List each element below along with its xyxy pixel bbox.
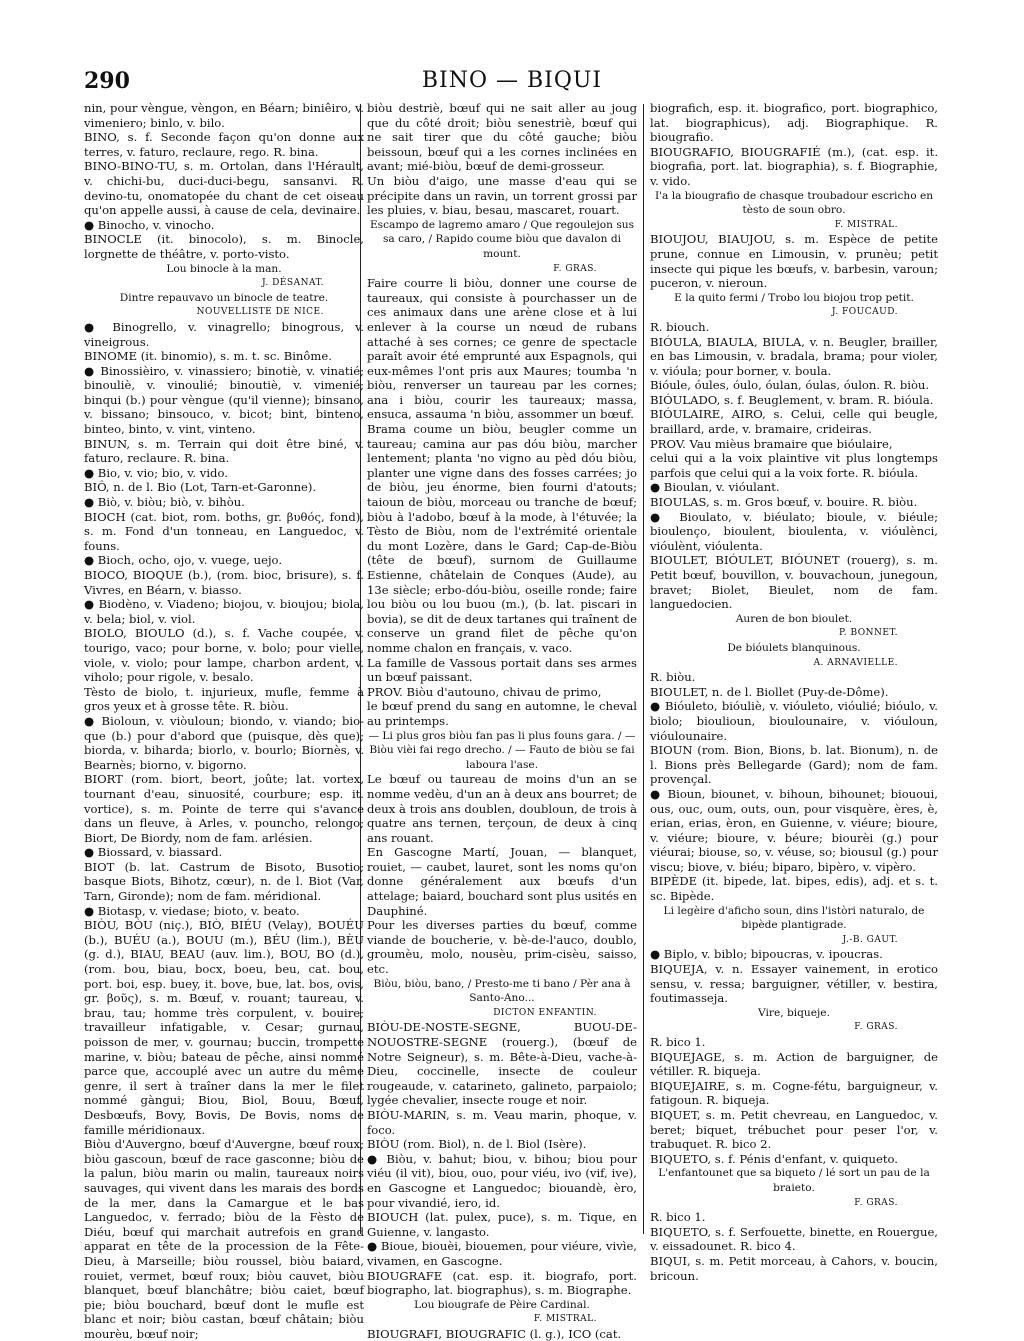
dictionary-entry: BIOUCH (lat. pulex, puce), s. m. Tique, en Guienne, v. langasto. [367, 1210, 637, 1239]
dictionary-entry: ● Binossièiro, v. vinassiero; binotiè, v. vinatié; binouliè, v. vinoulié; binoutiè, v. vimenié; binqui (b.) pour vèngue (qu'il vienne); binsano, v. bissano; binsouco, v. bicot; bint, binteno, binteo, binto, v. vint, vinteno. [84, 363, 364, 437]
dictionary-entry: ● Biodèno, v. Viadeno; biojou, v. bioujou; biola, v. bela; biol, v. viol. [84, 597, 364, 626]
dictionary-entry: ● Bióuleto, bióuliè, v. vióuleto, vióulié; bióulo, v. biolo; bioulioun, bioulounaire, v. vióuloun, vióulounaire. [650, 699, 938, 743]
dictionary-entry: Biòu d'Auvergno, bœuf d'Auvergne, bœuf roux; biòu gascoun, bœuf de race gasconne; biòu de la palun, biòu marin ou malin, taureaux noirs sauvages, qui vivent dans les marais des bords de la mer, dans la Camargue et le bas Languedoc, v. ferrado; biòu de la Fèsto de Diéu, bœuf qui marchait autrefois en grand apparat en tête de la procession de la Fête-Dieu, à Marseille; biòu roussel, biòu baiard, rouiet, vermet, bœuf roux; biòu cauvet, biòu blanquet, bœuf blanchâtre; biòu caiet, bœuf pie; biòu bouchard, bœuf dont le mufle est blanc et noir; biòu castan, bœuf châtain; biòu mourèu, bœuf noir; [84, 1137, 364, 1341]
citation: Lou biougrafe de Pèire Cardinal. [414, 1298, 590, 1311]
dictionary-entry: BIOCH (cat. biot, rom. boths, gr. βυθός, fond), s. m. Fond d'un tonneau, en Languedoc, v. founs. [84, 509, 364, 553]
citation-author: J. DÉSANAT. [261, 278, 324, 289]
dictionary-entry: BINO, s. f. Seconde façon qu'on donne aux terres, v. faturo, reclaure, rego. R. bina. [84, 130, 364, 159]
dictionary-entry: Le bœuf ou taureau de moins d'un an se nomme vedèu, d'un an à deux ans bourret; de deux à trois ans doublen, doubloun, de trois à quatre ans ternen, terçoun, de deux à cinq ans rouant. [367, 772, 637, 845]
citation-author: A. ARNAVIELLE. [813, 657, 898, 668]
dictionary-entry: BIÒU (rom. Biol), n. de l. Biol (Isère). [367, 1137, 587, 1152]
dictionary-entry: ● Bioulato, v. biéulato; bioule, v. biéule; bioulenço, bioulent, bioulenta, v. vióulènci, vióulènt, vióulenta. [650, 509, 938, 553]
dictionary-entry: BIQUETO, s. f. Serfouette, binette, en Rouergue, v. eissadounet. R. bico 4. [650, 1224, 938, 1254]
dictionary-entry: BINO-BINO-TU, s. m. Ortolan, dans l'Hérault, v. chichi-bu, duci-duci-begu, sansanvi. R. devino-tu, onomatopée du chant de cet oiseau qu'on appelle aussi, à cause de cela, devinaire. [84, 159, 364, 218]
dictionary-entry: R. biouch. [650, 319, 710, 334]
dictionary-entry: biografich, esp. it. biografico, port. biographico, lat. biographicus), adj. Biographique. R. biougrafio. [650, 101, 938, 145]
dictionary-entry: PROV. Biòu d'autouno, chivau de primo, [367, 684, 602, 699]
citation-author: F. MISTRAL. [533, 1314, 597, 1325]
dictionary-entry: Un biòu d'aigo, une masse d'eau qui se précipite dans un ravin, un torrent grossi par les pluies, v. biau, besau, mascaret, rouart. [367, 173, 637, 218]
dictionary-entry: ● Bioun, biounet, v. bihoun, bihounet; biououi, ous, ouc, oum, outs, oun, pour visquère, ères, è, erian, erias, èron, en Guienne, v. viéure; bioure, v. viéure; bioure, v. béure; biourèi (g.) pour viéurai; biouse, so, v. véuse, so; biousul (g.) pour viscu; biove, v. biéu; biparo, bipèro, v. vipèro. [650, 786, 938, 874]
page-number: 290 [84, 68, 130, 94]
dictionary-entry: ● Bioue, biouèi, biouemen, pour viéure, vivìe, vivamen, en Gascogne. [367, 1239, 637, 1268]
dictionary-entry: Pour les diverses parties du bœuf, comme viande de boucherie, v. bè-de-l'auco, doublo, groumèu, molo, nousèu, prim-cisèu, saisso, etc. [367, 918, 637, 977]
dictionary-entry: BIÒU-DE-NOSTE-SEGNE, BUOU-DE-NOUOSTRE-SEGNE (rouerg.), (bœuf de Notre Seigneur), s. m. Bête-à-Dieu, vache-à-Dieu, coccinelle, insecte de couleur rougeaude, v. catarineto, galineto, parpaiolo; lygée chevalier, insecte rouge et noir. [367, 1020, 637, 1108]
dictionary-entry: BIOUGRAFI, BIOUGRAFIC (l. g.), ICO (cat. [367, 1326, 622, 1341]
dictionary-entry: BIOUGRAFIO, BIOUGRAFIÉ (m.), (cat. esp. it. biografia, port. lat. biographia), s. f. Biographie, v. vido. [650, 144, 938, 188]
citation: — Li plus gros biòu fan pas li plus founs gara. / — Biòu vièi fai rego drecho. / — Fauto de biòu se fai laboura l'ase. [368, 729, 636, 771]
citation-author: J. FOUCAUD. [831, 307, 898, 318]
dictionary-entry: BIÒU-MARIN, s. m. Veau marin, phoque, v. foco. [367, 1107, 637, 1137]
column-left [84, 101, 364, 1341]
dictionary-entry: BINOME (it. binomio), s. m. t. sc. Binôme. [84, 349, 332, 364]
dictionary-entry: ● Bioloun, v. viòuloun; biondo, v. viando; bio-que (b.) pour d'abord que (puisque, dès que); biorda, v. biharda; biorlo, v. bourlo; Biornès, v. Bearnès; biorno, v. bigorno. [84, 713, 364, 772]
dictionary-entry: R. bico 1. [650, 1035, 706, 1049]
dictionary-entry: BIÓULADO, s. f. Beuglement, v. bram. R. bióula. [650, 392, 934, 407]
citation-author: J.-B. GAUT. [842, 934, 898, 945]
dictionary-entry: BIÒU, BÒU (niç.), BIÒ, BIÉU (Velay), BOUÉU (b.), BUÉU (a.), BOUU (m.), BÉU (lim.), BÈU (g. d.), BIAU, BEAU (auv. lim.), BOU, BO (d.), (rom. bou, biau, bocx, boeu, beu, cat. bou, port. boi, esp. buey, it. bove, bue, lat. bos, ovis, gr. βοῦς), s. m. Bœuf, v. rouant; taureau, v. brau, tau; homme très corpulent, v. bouire; travailleur infatigable, v. Cesar; gurnau, poisson de mer, v. gournau; buccin, trompette marine, v. biòu; bateau de pêche, ainsi nommé parce que, accouplé avec un autre du même genre, il sert à traîner dans la mer le filet nommé gàngui; Biou, Biol, Bouu, Bœuf, Desbœufs, Bovy, Bovis, De Bovis, noms de famille méridionaux. [84, 918, 364, 1137]
dictionary-entry: PROV. Vau mièus bramaire que bióulaire, [650, 436, 893, 451]
column-right [650, 101, 938, 1283]
dictionary-entry: BIQUETO, s. f. Pénis d'enfant, v. quiqueto. [650, 1151, 898, 1166]
dictionary-entry: nin, pour vèngue, vèngon, en Béarn; biniêiro, v. vimeniero; binlo, v. bilo. [84, 101, 364, 130]
dictionary-entry: ● Bioulan, v. vióulant. [650, 480, 780, 495]
citation: Li legèire d'aficho soun, dins l'istòri naturalo, de bipède plantigrade. [663, 904, 925, 932]
citation: Biòu, biòu, bano, / Presto-me ti bano / Pèr ana à Santo-Ano... [373, 977, 631, 1005]
citation-author: F. GRAS. [854, 1197, 898, 1208]
dictionary-entry: BIOT (b. lat. Castrum de Bisoto, Busotio; basque Biots, Bihotz, cœur), n. de l. Biot (Var, Tarn, Gironde); nom de fam. méridional. [84, 859, 364, 904]
dictionary-entry: BIQUEJAGE, s. m. Action de barguigner, de vétiller. R. biqueja. [650, 1049, 938, 1079]
page-header [84, 68, 940, 98]
citation-author: NOUVELLISTE DE NICE. [196, 307, 324, 318]
dictionary-entry: Faire courre li biòu, donner une course de taureaux, qui consiste à pourchasser un de ces animaux dans une arène close et à lui enlever à la course un nœud de rubans attaché à ses cornes; ce genre de spectacle paraît avoir été emprunté aux Espagnols, qui eux-mêmes l'ont pris aux Maures; toumba 'n biòu, renverser un taureau par les cornes; ana i biòu, courir les taureaux; massa, ensuca, assauma 'n biòu, assommer un bœuf. [367, 276, 637, 422]
dictionary-entry: BIOLO, BIOULO (d.), s. f. Vache coupée, v. tourigo, vaco; pour borne, v. bolo; pour vielle, viole, v. violo; pour lampe, charbon ardent, v. viholo; pour rigole, v. besalo. [84, 626, 364, 685]
citation: Dintre repauvavo un binocle de teatre. [119, 291, 329, 304]
dictionary-entry: BINUN, s. m. Terrain qui doit être biné, v. faturo, reclaure. R. bina. [84, 436, 364, 466]
dictionary-entry: BIOULAS, s. m. Gros bœuf, v. bouire. R. biòu. [650, 495, 918, 510]
dictionary-entry: BIPÈDE (it. bipede, lat. bipes, edis), adj. et s. t. sc. Bipède. [650, 874, 938, 904]
citation: E la quito fermi / Trobo lou biojou trop petit. [674, 291, 914, 304]
citation: De bióulets blanquinous. [727, 641, 861, 654]
dictionary-entry: ● Biòu, v. bahut; biou, v. bihou; biou pour viéu (il vit), biou, ouo, pour viéu, ivo (vif, ive), en Gascogne et Languedoc; biouandè, èro, pour vivandié, iero, id. [367, 1151, 637, 1210]
dictionary-entry: BIOUJOU, BIAUJOU, s. m. Espèce de petite prune, connue en Limousin, v. prunèu; petit insecte qui pique les bœufs, v. barbesin, varoun; puceron, v. nieroun. [650, 232, 938, 291]
dictionary-entry: BINOCLE (it. binocolo), s. m. Binocle, lorgnette de théâtre, v. porto-visto. [84, 232, 364, 261]
citation: Auren de bon bioulet. [735, 612, 853, 625]
dictionary-entry: BIÓULAIRE, AIRO, s. Celui, celle qui beugle, braillard, arde, v. bramaire, crideiras. [650, 407, 938, 437]
dictionary-entry: ● Binocho, v. vinocho. [84, 217, 215, 232]
dictionary-entry: BIÔ, n. de l. Bio (Lot, Tarn-et-Garonne). [84, 480, 317, 495]
dictionary-entry: BIÓULA, BIAULA, BIULA, v. n. Beugler, brailler, en bas Limousin, v. bradala, brama; pour violer, v. vióula; pour borner, v. boula. [650, 334, 938, 378]
dictionary-entry: BIQUEJAIRE, s. m. Cogne-fétu, barguigneur, v. fatigoun. R. biqueja. [650, 1078, 938, 1108]
dictionary-entry: Bióule, óules, óulo, óulan, óulas, óulon. R. biòu. [650, 378, 930, 393]
dictionary-entry: En Gascogne Martí, Jouan, — blanquet, rouiet, — caubet, lauret, sont les noms qu'on donne généralement aux bœufs d'un attelage; baiard, bouchard sont plus usités en Dauphiné. [367, 845, 637, 918]
dictionary-entry: ● Biò, v. biòu; biò, v. bihòu. [84, 495, 245, 510]
dictionary-entry: Brama coume un biòu, beugler comme un taureau; camina aur pas dóu biòu, marcher lentement; planta 'no vigno au pèd dóu biòu, planter une vigne dans des fosses carrées; jo de biòu, jeu énorme, bien fourni d'atouts; taioun de biòu, morceau ou tranche de bœuf; biòu à l'adobo, bœuf à la mode, à l'étuvée; la Tèsto de Biòu, nom de l'extrémité orientale du mont Lozère, dans le Gard; Cap-de-Biòu (tête de bœuf), surnom de Guillaume Estienne, châtelain de Conques (Aude), au 13e siècle; erbo-dóu-biòu, oseille ronde; faire lou biòu ou lou buou (m.), (b. lat. piscari in bovia), se dit de deux tartanes qui traînent de conserve un grand filet de pêche qu'on nomme chalon en français, v. vaco. [367, 422, 637, 655]
citation: L'enfantounet que sa biqueto / lé sort un pau de la braieto. [658, 1167, 930, 1194]
citation-author: DICTON ENFANTIN. [493, 1007, 597, 1018]
dictionary-entry: biòu destriè, bœuf qui ne sait aller au joug que du côté droit; biòu senestriè, bœuf qui ne sait tirer que du côté gauche; biòu beissoun, bœuf qui a les cornes inclinées en avant; mié-biòu, bœuf de demi-grosseur. [367, 101, 637, 174]
dictionary-entry: ● Biplo, v. biblo; bipoucras, v. ipoucras. [650, 947, 883, 962]
dictionary-entry: R. biòu. [650, 670, 696, 685]
dictionary-entry: ● Biotasp, v. viedase; bioto, v. beato. [84, 903, 300, 918]
dictionary-entry: BIOULET, n. de l. Biollet (Puy-de-Dôme). [650, 684, 889, 699]
citation-author: F. GRAS. [553, 263, 597, 274]
dictionary-entry: La famille de Vassous portait dans ses armes un bœuf paissant. [367, 655, 637, 685]
citation: Lou binocle à la man. [166, 262, 282, 275]
dictionary-entry: R. bico 1. [650, 1210, 706, 1225]
dictionary-entry: BIOUN (rom. Bion, Bions, b. lat. Bionum), n. de l. Bions près Bellegarde (Gard); nom de fam. provençal. [650, 743, 938, 787]
dictionary-entry: ● Binogrello, v. vinagrello; binogrous, v. vineigrous. [84, 319, 364, 349]
dictionary-entry: ● Bioch, ocho, ojo, v. vuege, uejo. [84, 553, 283, 568]
citation: Vire, biqueje. [758, 1006, 830, 1019]
dictionary-entry: ● Bio, v. vio; bio, v. vido. [84, 465, 228, 480]
dictionary-entry: BIOCO, BIOQUE (b.), (rom. bioc, brisure), s. f. Vivres, en Béarn, v. biasso. [84, 568, 364, 597]
dictionary-entry: le bœuf prend du sang en automne, le cheval au printemps. [367, 699, 637, 728]
running-title: BINO — BIQUI [421, 68, 603, 93]
dictionary-entry: ● Biossard, v. biassard. [84, 845, 223, 860]
column-middle [367, 101, 637, 1341]
citation-author: P. BONNET. [839, 628, 898, 639]
dictionary-entry: Tèsto de biolo, t. injurieux, mufle, femme à gros yeux et à grosse tête. R. biòu. [84, 684, 364, 714]
citation: Escampo de lagremo amaro / Que regoulejon sus sa caro, / Rapido coume biòu que davalon di mount. [369, 218, 635, 260]
dictionary-entry: BIORT (rom. biort, beort, joûte; lat. vortex, tournant d'eau, sinuosité, courbure; esp. it. vortice), s. m. Pointe de terre qui s'avance dans un fleuve, à Arles, v. pouncho, relongo; Biort, De Biordy, nom de fam. arlésien. [84, 772, 364, 845]
dictionary-entry: BIQUEJA, v. n. Essayer vainement, in erotico sensu, v. ressa; barguigner, vétiller, v. bestira, foutimasseja. [650, 962, 938, 1006]
dictionary-entry: BIQUET, s. m. Petit chevreau, en Languedoc, v. beret; biquet, trébuchet pour peser l'or, v. trabuquet. R. bico 2. [650, 1107, 938, 1152]
column-rule [643, 104, 644, 1234]
dictionary-entry: celui qui a la voix plaintive vit plus longtemps parfois que celui qui a la voix forte. R. bióula. [650, 451, 938, 480]
citation-author: F. MISTRAL. [834, 219, 898, 230]
dictionary-entry: BIOULET, BIÓULET, BIÓUNET (rouerg), s. m. Petit bœuf, bouvillon, v. bouvachoun, junegoun, bravet; Biolet, Bieulet, nom de fam. languedocien. [650, 553, 938, 612]
citation: I'a la biougrafio de chasque troubadour escricho en tèsto de soun obro. [654, 189, 934, 217]
dictionary-entry: BIOUGRAFE (cat. esp. it. biografo, port. biographo, lat. biographus), s. m. Biographe. [367, 1268, 637, 1298]
dictionary-entry: BIQUI, s. m. Petit morceau, à Cahors, v. boucin, bricoun. [650, 1253, 938, 1283]
citation-author: F. GRAS. [854, 1022, 898, 1033]
